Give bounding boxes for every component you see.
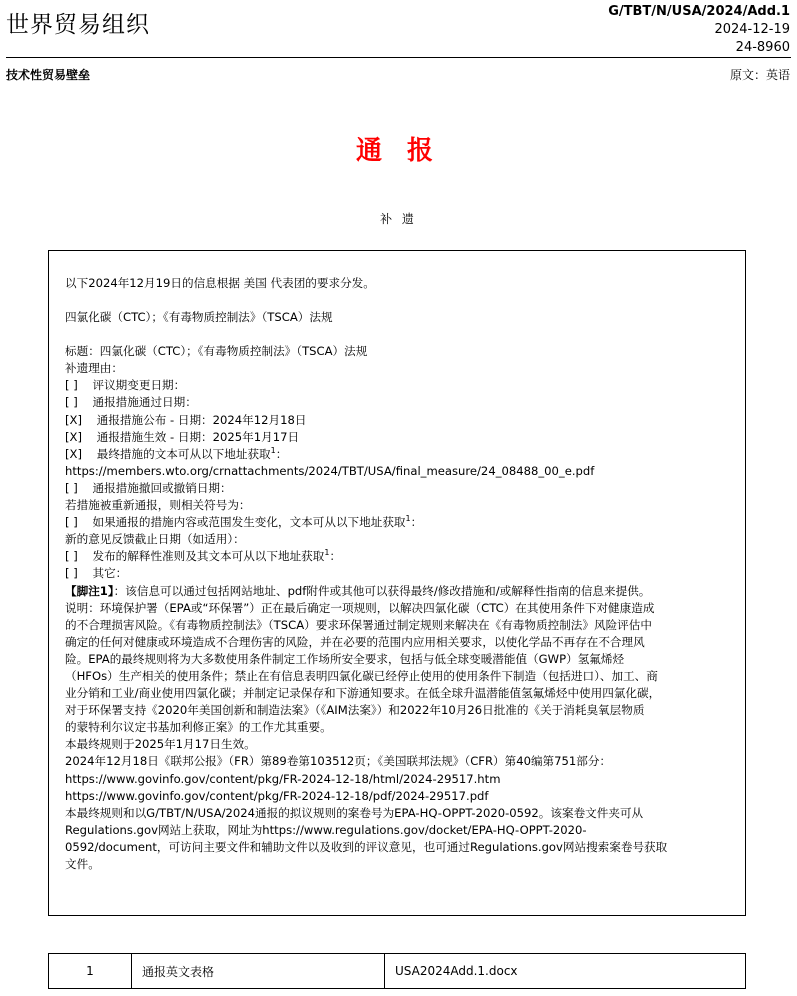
body-line: [ ] 评议期变更日期：	[65, 378, 186, 393]
body-line: 新的意见反馈截止日期（如适用）：	[65, 532, 245, 547]
attachment-description: 通报英文表格	[132, 954, 385, 989]
body-line: 补遗理由：	[65, 361, 123, 376]
body-line: 标题：四氯化碳（CTC）；《有毒物质控制法》（TSCA）法规	[65, 344, 368, 359]
body-line: [ ] 通报措施通过日期：	[65, 395, 197, 410]
footnote-mark: 【脚注1】	[65, 583, 114, 598]
footnote-line	[65, 583, 729, 600]
body-line: 业分销和工业/商业使用四氯化碳；并制定记录保存和下游通知要求。在低全球升温潜能值氢氟烯烃中使用四氯化碳，	[65, 686, 661, 701]
org-title: 世界贸易组织	[6, 12, 150, 38]
body-line: 0592/document，可访问主要文件和辅助文件以及收到的评议意见，也可通过Regulations.gov网站搜索案卷号获取	[65, 839, 668, 854]
intro-line: 以下2024年12月19日的信息根据 美国 代表团的要求分发。	[65, 276, 375, 290]
table-row	[49, 954, 746, 989]
addendum-label: 补 遗	[380, 212, 417, 226]
document-date: 2024-12-19	[714, 22, 790, 37]
body-line-with-footnote: [ ] 如果通报的措施内容或范围发生变化，文本可从以下地址获取$^1$：	[65, 514, 423, 530]
spacer	[65, 326, 729, 343]
body-line-with-footnote: [X] 最终措施的文本可从以下地址获取$^1$：	[65, 445, 288, 461]
body-link[interactable]: https://www.govinfo.gov/content/pkg/FR-2024-12-18/pdf/2024-29517.pdf	[65, 788, 489, 803]
body-line: 的不合理损害风险。《有毒物质控制法》（TSCA）要求环保署通过制定规则来解决在《有毒物质控制法》风险评估中	[65, 617, 652, 632]
body-line: [ ] 发布的解释性准则及其文本可从以下地址获取	[65, 549, 325, 564]
document-number: 24-8960	[735, 40, 790, 55]
notice-body-box	[48, 250, 746, 916]
body-line: 对于环保署支持《2020年美国创新和制造法案》（《AIM法案》）和2022年10月26日批准的《关于消耗臭氧层物质	[65, 703, 645, 718]
body-line: 说明：环境保护署（EPA或“环保署”）正在最后确定一项规则，以解决四氯化碳（CTC）在其使用条件下对健康造成	[65, 600, 655, 615]
footnote-ref: 1	[405, 514, 411, 524]
body-line: （HFOs）生产相关的使用条件；禁止在有信息表明四氯化碳已经停止使用的使用条件下制造（包括进口）、加工、商	[65, 668, 658, 683]
body-line: Regulations.gov网站上获取，网址为https://www.regulations.gov/docket/EPA-HQ-OPPT-2020-	[65, 822, 587, 837]
attachment-index: 1	[49, 954, 132, 989]
header-rule	[6, 57, 791, 58]
footnote-ref: 1	[270, 445, 276, 455]
body-line: 若措施被重新通报，则相关符号为：	[65, 498, 251, 513]
measure-name: 四氯化碳（CTC）；《有毒物质控制法》（TSCA）法规	[65, 310, 333, 325]
body-line: [ ] 其它：	[65, 566, 128, 581]
body-link[interactable]: https://members.wto.org/crnattachments/2024/TBT/USA/final_measure/24_08488_00_e.pdf	[65, 463, 595, 478]
body-line: [X] 通报措施公布 - 日期：2024年12月18日	[65, 412, 307, 427]
attachment-file-link[interactable]: USA2024Add.1.docx	[385, 954, 746, 989]
footnote-ref: 1	[324, 548, 330, 558]
body-line: 本最终规则和以G/TBT/N/USA/2024通报的拟议规则的案卷号为EPA-HQ-OPPT-2020-0592。该案卷文件夹可从	[65, 805, 644, 820]
original-language: 原文：英语	[729, 68, 790, 82]
body-line: [X] 最终措施的文本可从以下地址获取	[65, 446, 271, 461]
body-line-with-footnote: [ ] 发布的解释性准则及其文本可从以下地址获取$^1$：	[65, 548, 342, 564]
document-symbol: G/TBT/N/USA/2024/Add.1	[608, 4, 790, 19]
body-line: 2024年12月18日《联邦公报》（FR）第89卷第103512页；《美国联邦法规》（CFR）第40编第751部分：	[65, 754, 612, 769]
attachment-table	[48, 953, 746, 989]
body-line: 险。EPA的最终规则将为大多数使用条件制定工作场所安全要求，包括与低全球变暖潜能值（GWP）氢氟烯烃	[65, 651, 625, 666]
body-line: [X] 通报措施生效 - 日期：2025年1月17日	[65, 429, 300, 444]
spacer	[65, 292, 729, 309]
body-link[interactable]: https://www.govinfo.gov/content/pkg/FR-2024-12-18/html/2024-29517.htm	[65, 771, 501, 786]
body-line: 文件。	[65, 857, 100, 871]
body-line: [ ] 如果通报的措施内容或范围发生变化，文本可从以下地址获取	[65, 515, 406, 530]
footnote-text: ：该信息可以通过包括网站地址、pdf附件或其他可以获得最终/修改措施和/或解释性指南的信息来提供。	[113, 583, 651, 598]
committee-name: 技术性贸易壁垒	[6, 68, 91, 82]
body-line: 确定的任何对健康或环境造成不合理伤害的风险，并在必要的范围内应用相关要求，以使化学品不再存在不合理风	[65, 634, 645, 649]
body-line: 本最终规则于2025年1月17日生效。	[65, 737, 256, 752]
notice-title: 通 报	[355, 136, 442, 166]
body-line: 的蒙特利尔议定书基加利修正案》的工作尤其重要。	[65, 720, 332, 735]
body-line: [ ] 通报措施撤回或撤销日期：	[65, 480, 232, 495]
